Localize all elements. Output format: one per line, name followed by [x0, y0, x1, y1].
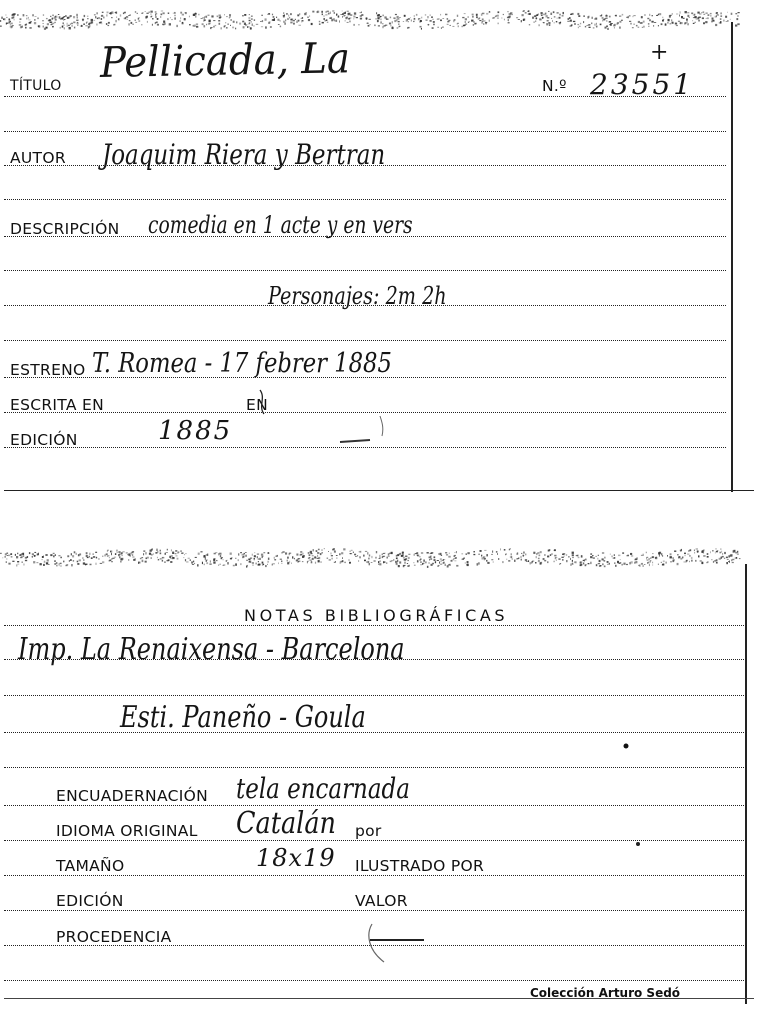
rule-line	[4, 910, 746, 911]
handwritten-encuadernacion: tela encarnada	[236, 772, 410, 805]
torn-edge	[0, 8, 759, 30]
card-edge	[745, 564, 747, 1004]
handwritten-note-estampa: Esti. Paneño - Goula	[120, 700, 366, 735]
pen-mark	[256, 388, 276, 418]
field-label-ilustrado-por: ILUSTRADO POR	[355, 857, 485, 875]
rule-line	[4, 199, 726, 200]
handwritten-tamano: 18x19	[256, 844, 336, 872]
blot-mark	[364, 920, 434, 970]
field-label-escrita-en: ESCRITA EN	[10, 396, 104, 414]
rule-line	[4, 732, 746, 733]
field-label-edicion: EDICIÓN	[10, 431, 78, 449]
handwritten-autor: Joaquim Riera y Bertran	[102, 138, 386, 171]
card-edge	[731, 22, 733, 492]
handwritten-titulo: Pellicada, La	[99, 33, 351, 87]
field-label-encuadernacion: ENCUADERNACIÓN	[56, 787, 208, 805]
field-label-descripcion: DESCRIPCIÓN	[10, 220, 120, 238]
rule-line	[4, 270, 726, 271]
rule-line	[4, 805, 746, 806]
torn-edge	[0, 546, 759, 568]
handwritten-personajes: Personajes: 2m 2h	[268, 282, 447, 310]
rule-line	[4, 767, 746, 768]
handwritten-estreno: T. Romea - 17 febrer 1885	[92, 348, 392, 379]
field-label-tamano: TAMAÑO	[56, 857, 125, 875]
field-label-procedencia: PROCEDENCIA	[56, 928, 172, 946]
handwritten-edicion: 1885	[158, 416, 233, 446]
rule-line	[4, 695, 746, 696]
field-label-titulo: TÍTULO	[10, 78, 62, 94]
rule-line	[4, 625, 746, 626]
handwritten-idioma: Catalán	[236, 806, 336, 841]
field-label-por: por	[355, 822, 382, 840]
field-label-edicion: EDICIÓN	[56, 892, 124, 910]
ink-dot	[632, 838, 644, 850]
blot-mark	[336, 410, 396, 450]
field-label-valor: VALOR	[355, 892, 408, 910]
field-label-idioma-original: IDIOMA ORIGINAL	[56, 822, 198, 840]
handwritten-numero: 23551	[590, 68, 695, 101]
handwritten-note-imprenta: Imp. La Renaixensa - Barcelona	[18, 632, 405, 667]
section-heading: NOTAS BIBLIOGRÁFICAS	[244, 606, 509, 625]
card-bottom-edge	[4, 490, 754, 491]
field-label-estreno: ESTRENO	[10, 361, 86, 379]
handwritten-descripcion: comedia en 1 acte y en vers	[148, 211, 413, 239]
handwritten-mark: +	[650, 40, 669, 65]
field-label-en: EN	[246, 396, 268, 414]
rule-line	[4, 980, 746, 981]
rule-line	[4, 875, 746, 876]
catalog-card-back	[0, 540, 759, 1010]
field-label-autor: AUTOR	[10, 149, 66, 167]
field-label-numero: N.º	[542, 77, 567, 95]
collection-footer: Colección Arturo Sedó	[530, 986, 681, 1000]
ink-dot	[620, 740, 632, 752]
catalog-card-front	[0, 0, 759, 496]
rule-line	[4, 340, 726, 341]
rule-line	[4, 131, 726, 132]
